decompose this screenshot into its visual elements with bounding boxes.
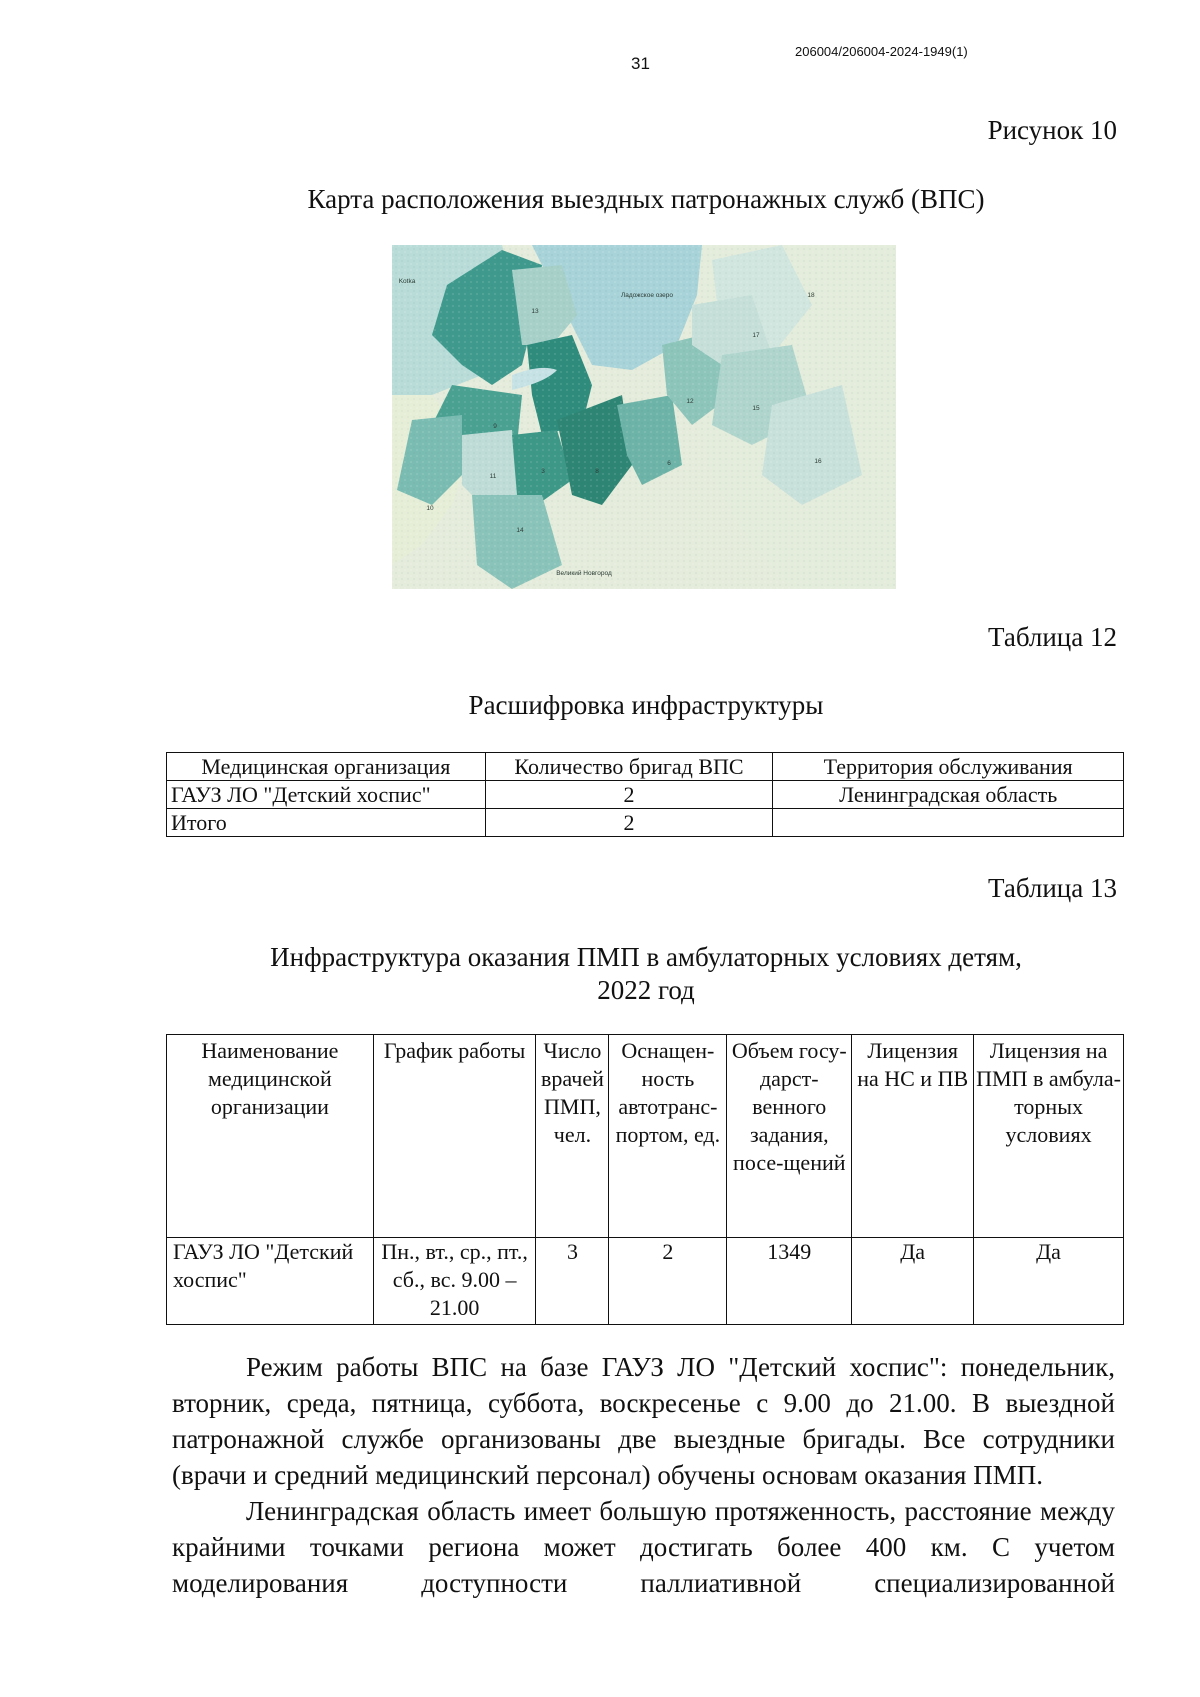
schedule-cell: Пн., вт., ср., пт., сб., вс. 9.00 – 21.00 (373, 1238, 536, 1325)
vehicles-cell: 2 (609, 1238, 727, 1325)
table13-title-line1: Инфраструктура оказания ПМП в амбулаторных условиях детям, (270, 942, 1022, 972)
district-number-18: 18 (807, 292, 815, 299)
district-number-16: 16 (814, 458, 822, 465)
table-cell (773, 809, 1124, 837)
table13-label: Таблица 13 (988, 873, 1117, 903)
header-cell: Медицинская организация (167, 753, 486, 781)
table12-label: Таблица 12 (988, 622, 1117, 652)
header-cell: Число врачей ПМП, чел. (536, 1035, 609, 1238)
figure-label: Рисунок 10 (987, 115, 1117, 145)
table-cell: 2 (485, 781, 773, 809)
document-id: 206004/206004-2024-1949(1) (795, 44, 968, 59)
header-cell: Территория обслуживания (773, 753, 1124, 781)
body-paragraph-2: Ленинградская область имеет большую протяженность, расстояние между крайними точками региона может достигать более 400 км. С учетом моделирования доступности паллиативной специализированной (172, 1496, 1115, 1598)
org-name-cell: ГАУЗ ЛО "Детский хоспис" (167, 1238, 374, 1325)
district-number-9: 9 (493, 423, 497, 430)
district-number-17: 17 (752, 332, 760, 339)
license-ns-cell: Да (852, 1238, 974, 1325)
district-number-3: 3 (541, 468, 545, 475)
district-number-15: 15 (752, 405, 760, 412)
district-number-13: 13 (531, 308, 539, 315)
lake-ladoga-label: Ладожское озеро (620, 292, 674, 299)
header-cell: Наименование медицинской организации (167, 1035, 374, 1238)
volume-cell: 1349 (727, 1238, 852, 1325)
table13-title-line2: 2022 год (597, 975, 695, 1005)
body-paragraph-1: Режим работы ВПС на базе ГАУЗ ЛО "Детский хоспис": понедельник, вторник, среда, пятница, суббота, воскресенье с 9.00 до 21.00. В выездной патронажной службе организованы две выездные бригады. Все сотрудники (врачи и средний медицинский персонал) обучены основам оказания ПМП. (172, 1352, 1115, 1490)
table-header-row (167, 753, 1124, 781)
figure-title: Карта расположения выездных патронажных служб (ВПС) (307, 184, 985, 214)
page-number: 31 (631, 54, 650, 73)
table13-pmp-infrastructure (166, 1034, 1124, 1325)
doctors-cell: 3 (536, 1238, 609, 1325)
district-number-8: 8 (595, 468, 599, 475)
header-cell: График работы (373, 1035, 536, 1238)
table12-infrastructure (166, 752, 1124, 837)
novgorod-label: Великий Новгород (556, 570, 612, 577)
header-cell: Лицензия на НС и ПВ (852, 1035, 974, 1238)
table-cell: Ленинградская область (773, 781, 1124, 809)
table-header-row (167, 1035, 1124, 1238)
district-number-11: 11 (489, 473, 497, 480)
district-number-6: 6 (667, 460, 671, 467)
table-total-row (167, 809, 1124, 837)
table-cell: ГАУЗ ЛО "Детский хоспис" (167, 781, 486, 809)
district-number-14: 14 (516, 527, 524, 534)
kotka-label: Kotka (398, 278, 416, 285)
table-cell: 2 (485, 809, 773, 837)
table-row (167, 781, 1124, 809)
header-cell: Оснащен-ность автотранс-портом, ед. (609, 1035, 727, 1238)
header-cell: Лицензия на ПМП в амбула-торных условиях (974, 1035, 1124, 1238)
header-cell: Объем госу-дарст-венного задания, посе-щений (727, 1035, 852, 1238)
license-pmp-cell: Да (974, 1238, 1124, 1325)
district-number-12: 12 (686, 398, 694, 405)
header-cell: Количество бригад ВПС (485, 753, 773, 781)
district-number-10: 10 (426, 505, 434, 512)
table12-title: Расшифровка инфраструктуры (468, 690, 824, 720)
table-cell: Итого (167, 809, 486, 837)
table-row (167, 1238, 1124, 1325)
vps-location-map (392, 245, 896, 589)
table13-title (0, 941, 1200, 1007)
